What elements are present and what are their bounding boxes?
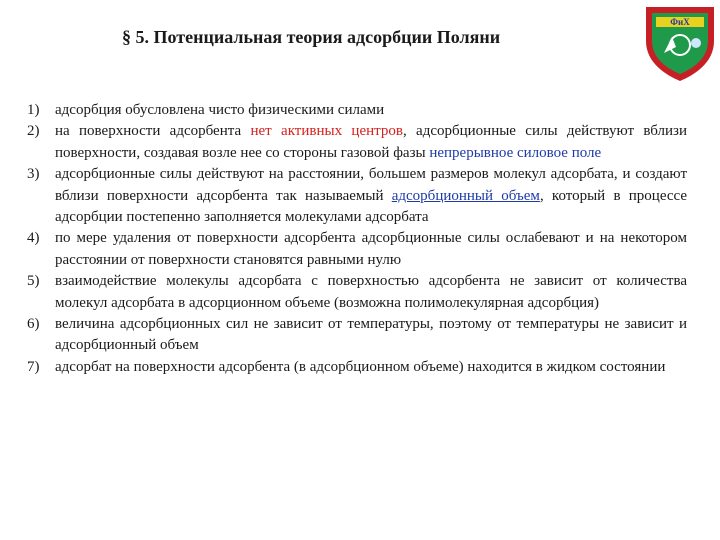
list-item-3	[27, 164, 687, 228]
item-number: 1)	[27, 102, 40, 118]
item-text: на поверхности адсорбента	[55, 123, 251, 140]
item-number: 7)	[27, 358, 40, 375]
faculty-logo-icon	[642, 3, 718, 83]
list-item-7	[27, 357, 687, 378]
item-number: 4)	[27, 230, 40, 247]
item-text: по мере удаления от поверхности адсорбента адсорбционные силы ослабевают и на некотором расстоянии от поверхности становятся равными нулю	[55, 230, 687, 268]
list-item-2	[27, 121, 687, 164]
logo-text: ФиХ	[670, 17, 690, 27]
item-number: 3)	[27, 166, 40, 183]
list-item-4	[27, 228, 687, 271]
item-number: 2)	[27, 123, 40, 140]
item-text: адсорбат на поверхности адсорбента (в адсорбционном объеме) находится в жидком состоянии	[55, 358, 666, 375]
slide-title: § 5. Потенциальная теория адсорбции Поляни	[122, 27, 501, 47]
highlight-no-active-centers: нет активных центров	[250, 123, 403, 140]
item-text: , адсорбционные силы действуют вблизи поверхности, создавая возле нее со стороны газовой фазы	[55, 123, 687, 161]
highlight-force-field: непрерывное силовое поле	[429, 144, 602, 161]
item-text: взаимодействие молекулы адсорбата с поверхностью адсорбента не зависит от количества молекул адсорбата в адсорционном объеме (возможна полимолекулярная адсорбция)	[55, 273, 687, 311]
theory-points-list	[27, 100, 687, 378]
list-item-5	[27, 271, 687, 314]
item-text: адсорбционные силы действуют на расстоянии, большем размеров молекул адсорбата, и создают вблизи поверхности адсорбента так называемый	[55, 166, 687, 204]
adsorption-volume-link[interactable]: адсорбционный объем	[391, 187, 540, 204]
item-number: 6)	[27, 316, 40, 333]
item-text: величина адсорбционных сил не зависит от температуры, поэтому от температуры не зависит и адсорбционный объем	[55, 316, 687, 354]
list-item-1	[27, 100, 687, 121]
item-text: , который в процессе адсорбции постепенно заполняется молекулами адсорбата	[55, 187, 688, 226]
list-item-6	[27, 314, 687, 357]
item-number: 5)	[27, 273, 40, 290]
item-text: адсорбция обусловлена чисто физическими силами	[55, 102, 385, 118]
